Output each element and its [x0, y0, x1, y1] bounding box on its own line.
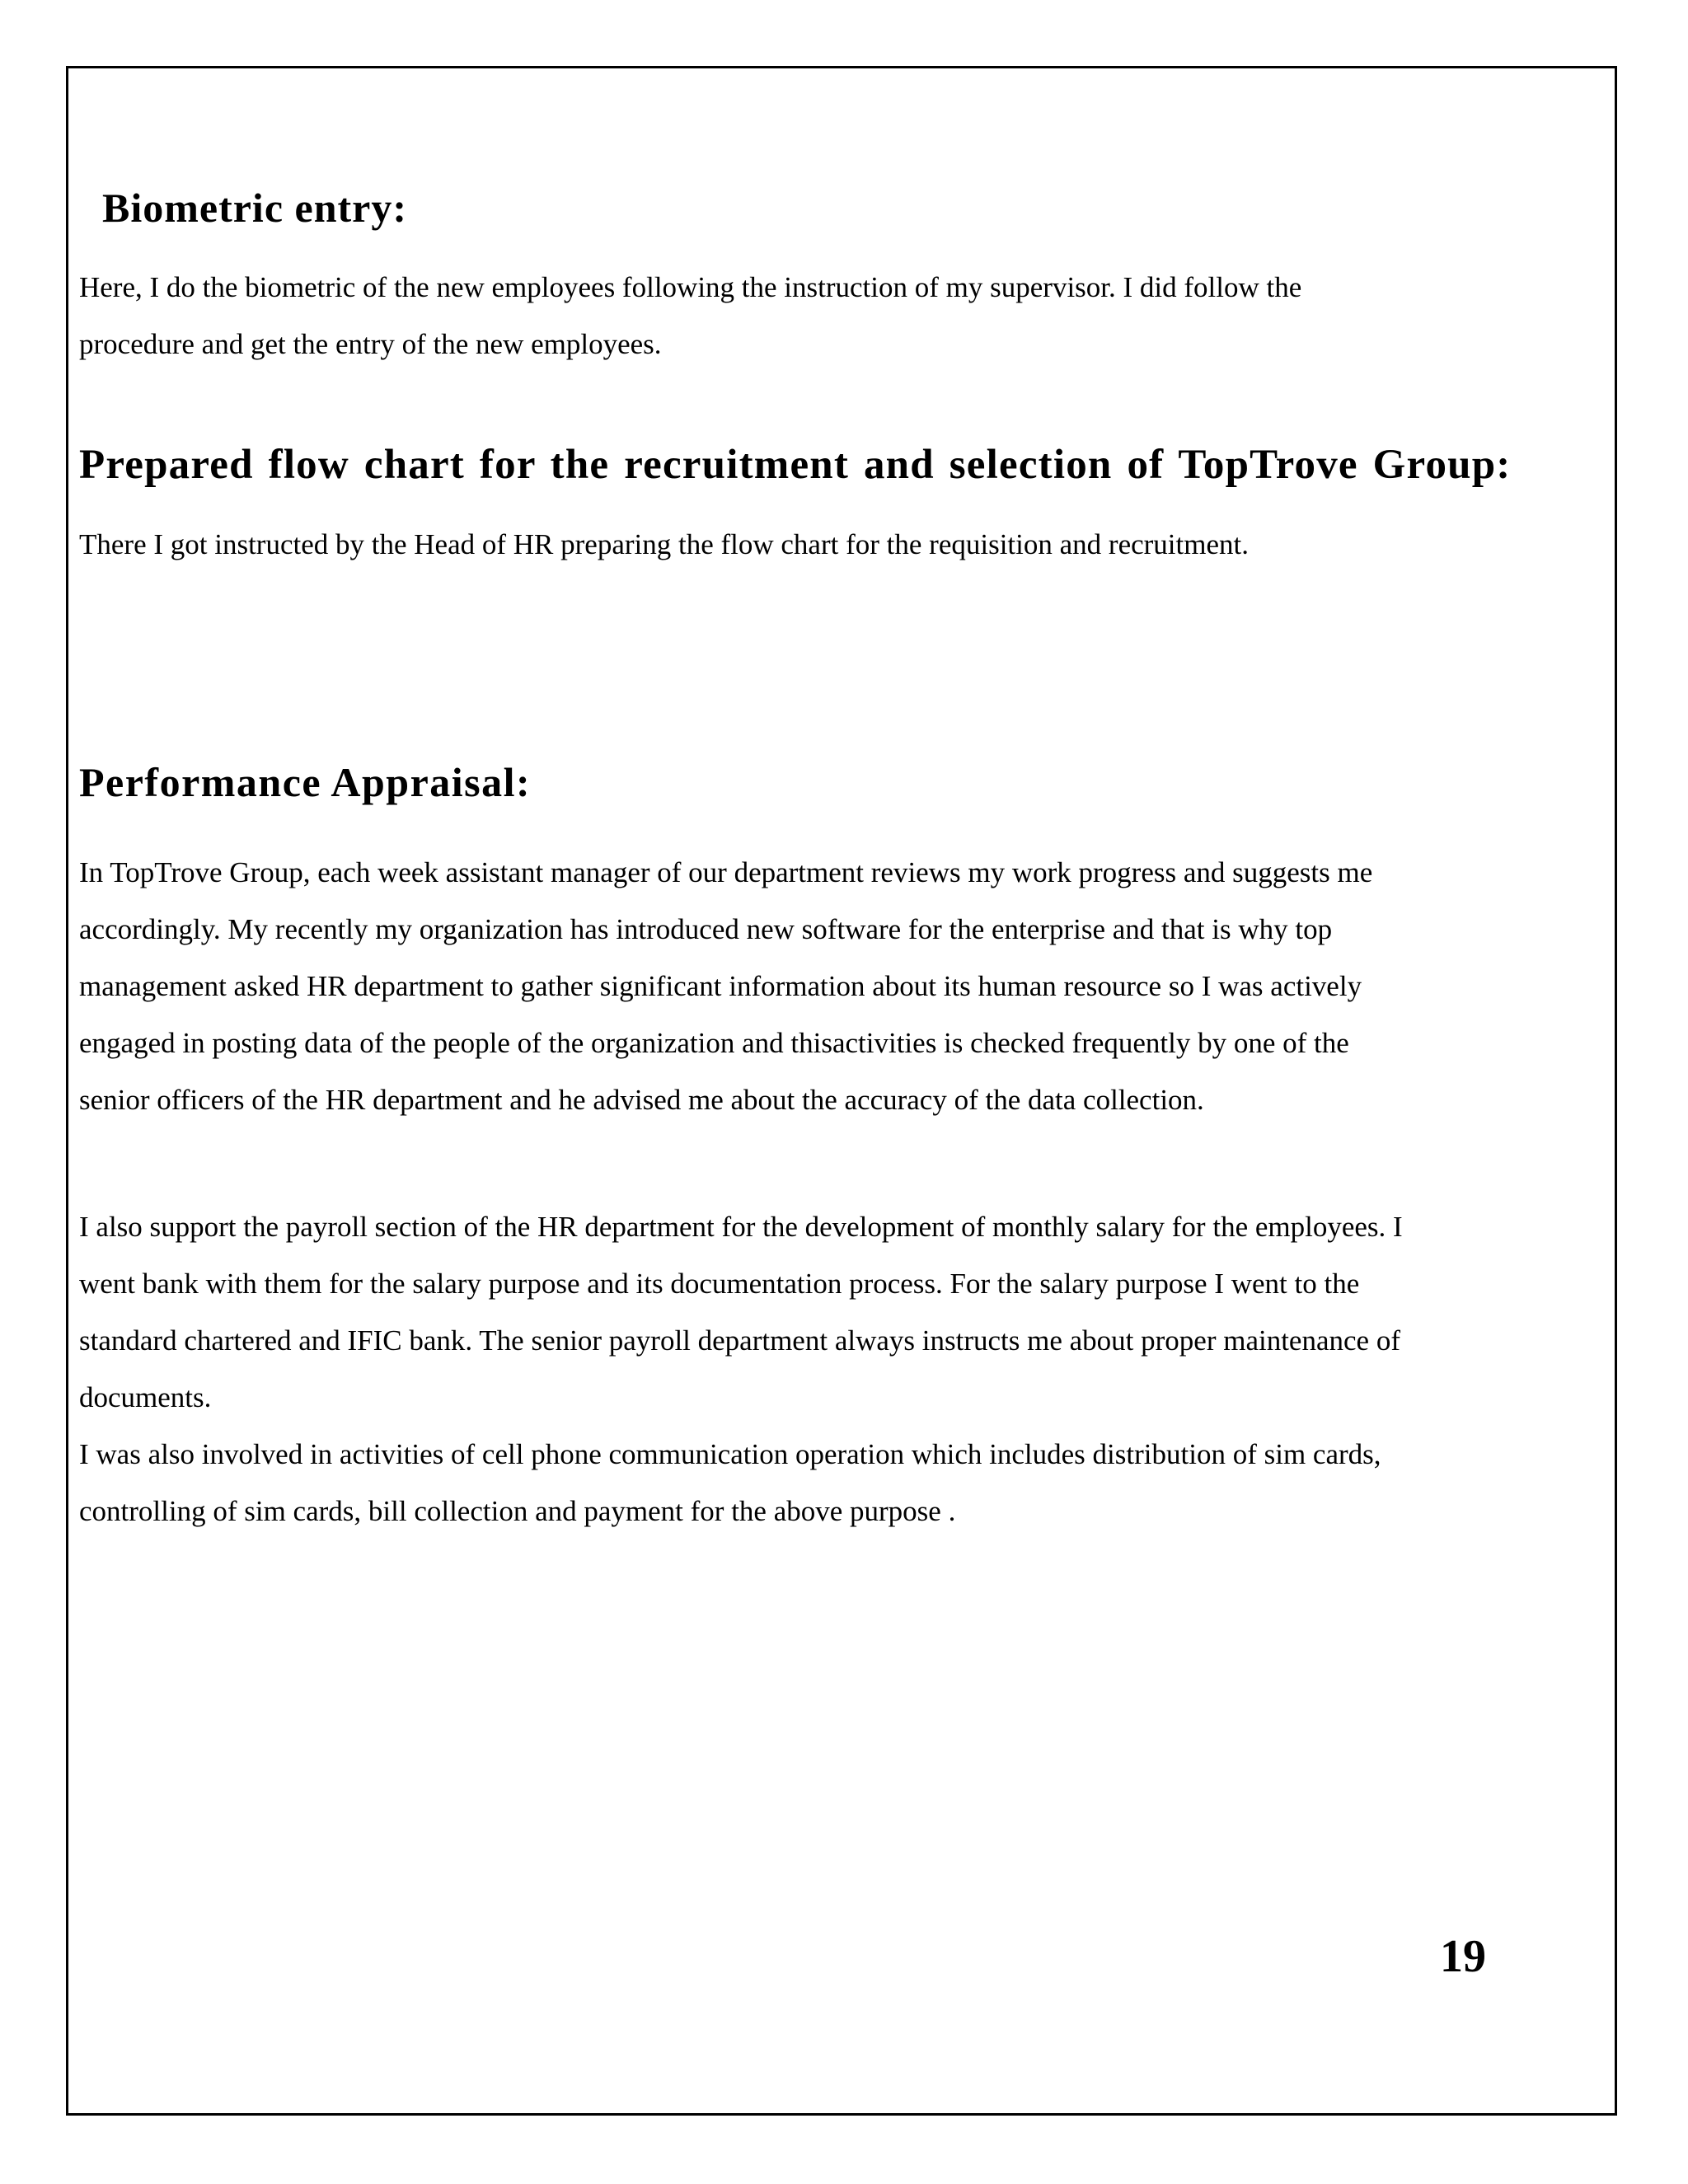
paragraph-line: management asked HR department to gather significant information about its human resource so I was actively: [79, 970, 1362, 1002]
paragraph-line: accordingly. My recently my organization has introduced new software for the enterprise and that is why top: [79, 913, 1333, 945]
paragraph-line: engaged in posting data of the people of the organization and thisactivities is checked frequently by one of the: [79, 1027, 1349, 1059]
flow-chart-paragraph: [79, 516, 1604, 573]
paragraph-line: I also support the payroll section of the HR department for the development of monthly salary for the employees. I: [79, 1211, 1403, 1243]
paragraph-line: documents.: [79, 1381, 212, 1413]
page-number: 19: [1440, 1931, 1486, 1982]
paragraph-line: There I got instructed by the Head of HR preparing the flow chart for the requisition and recruitment.: [79, 528, 1249, 560]
paragraph-line: standard chartered and IFIC bank. The senior payroll department always instructs me about proper maintenance of: [79, 1324, 1400, 1357]
performance-appraisal-paragraph: [79, 844, 1604, 1128]
paragraph-line: procedure and get the entry of the new employees.: [79, 328, 662, 360]
flow-chart-heading: Prepared flow chart for the recruitment and selection of TopTrove Group:: [79, 442, 1512, 488]
biometric-entry-paragraph: [79, 259, 1604, 373]
paragraph-line: went bank with them for the salary purpose and its documentation process. For the salary purpose I went to the: [79, 1268, 1360, 1300]
paragraph-line: controlling of sim cards, bill collection and payment for the above purpose .: [79, 1495, 956, 1527]
paragraph-line: senior officers of the HR department and he advised me about the accuracy of the data collection.: [79, 1084, 1204, 1116]
performance-appraisal-heading: Performance Appraisal:: [79, 759, 532, 805]
paragraph-line: I was also involved in activities of cell phone communication operation which includes distribution of sim cards,: [79, 1438, 1381, 1470]
paragraph-line: Here, I do the biometric of the new employees following the instruction of my supervisor. I did follow the: [79, 271, 1302, 303]
paragraph-line: In TopTrove Group, each week assistant manager of our department reviews my work progress and suggests me: [79, 856, 1373, 888]
payroll-paragraph: [79, 1198, 1604, 1540]
biometric-entry-heading: Biometric entry:: [102, 185, 408, 231]
